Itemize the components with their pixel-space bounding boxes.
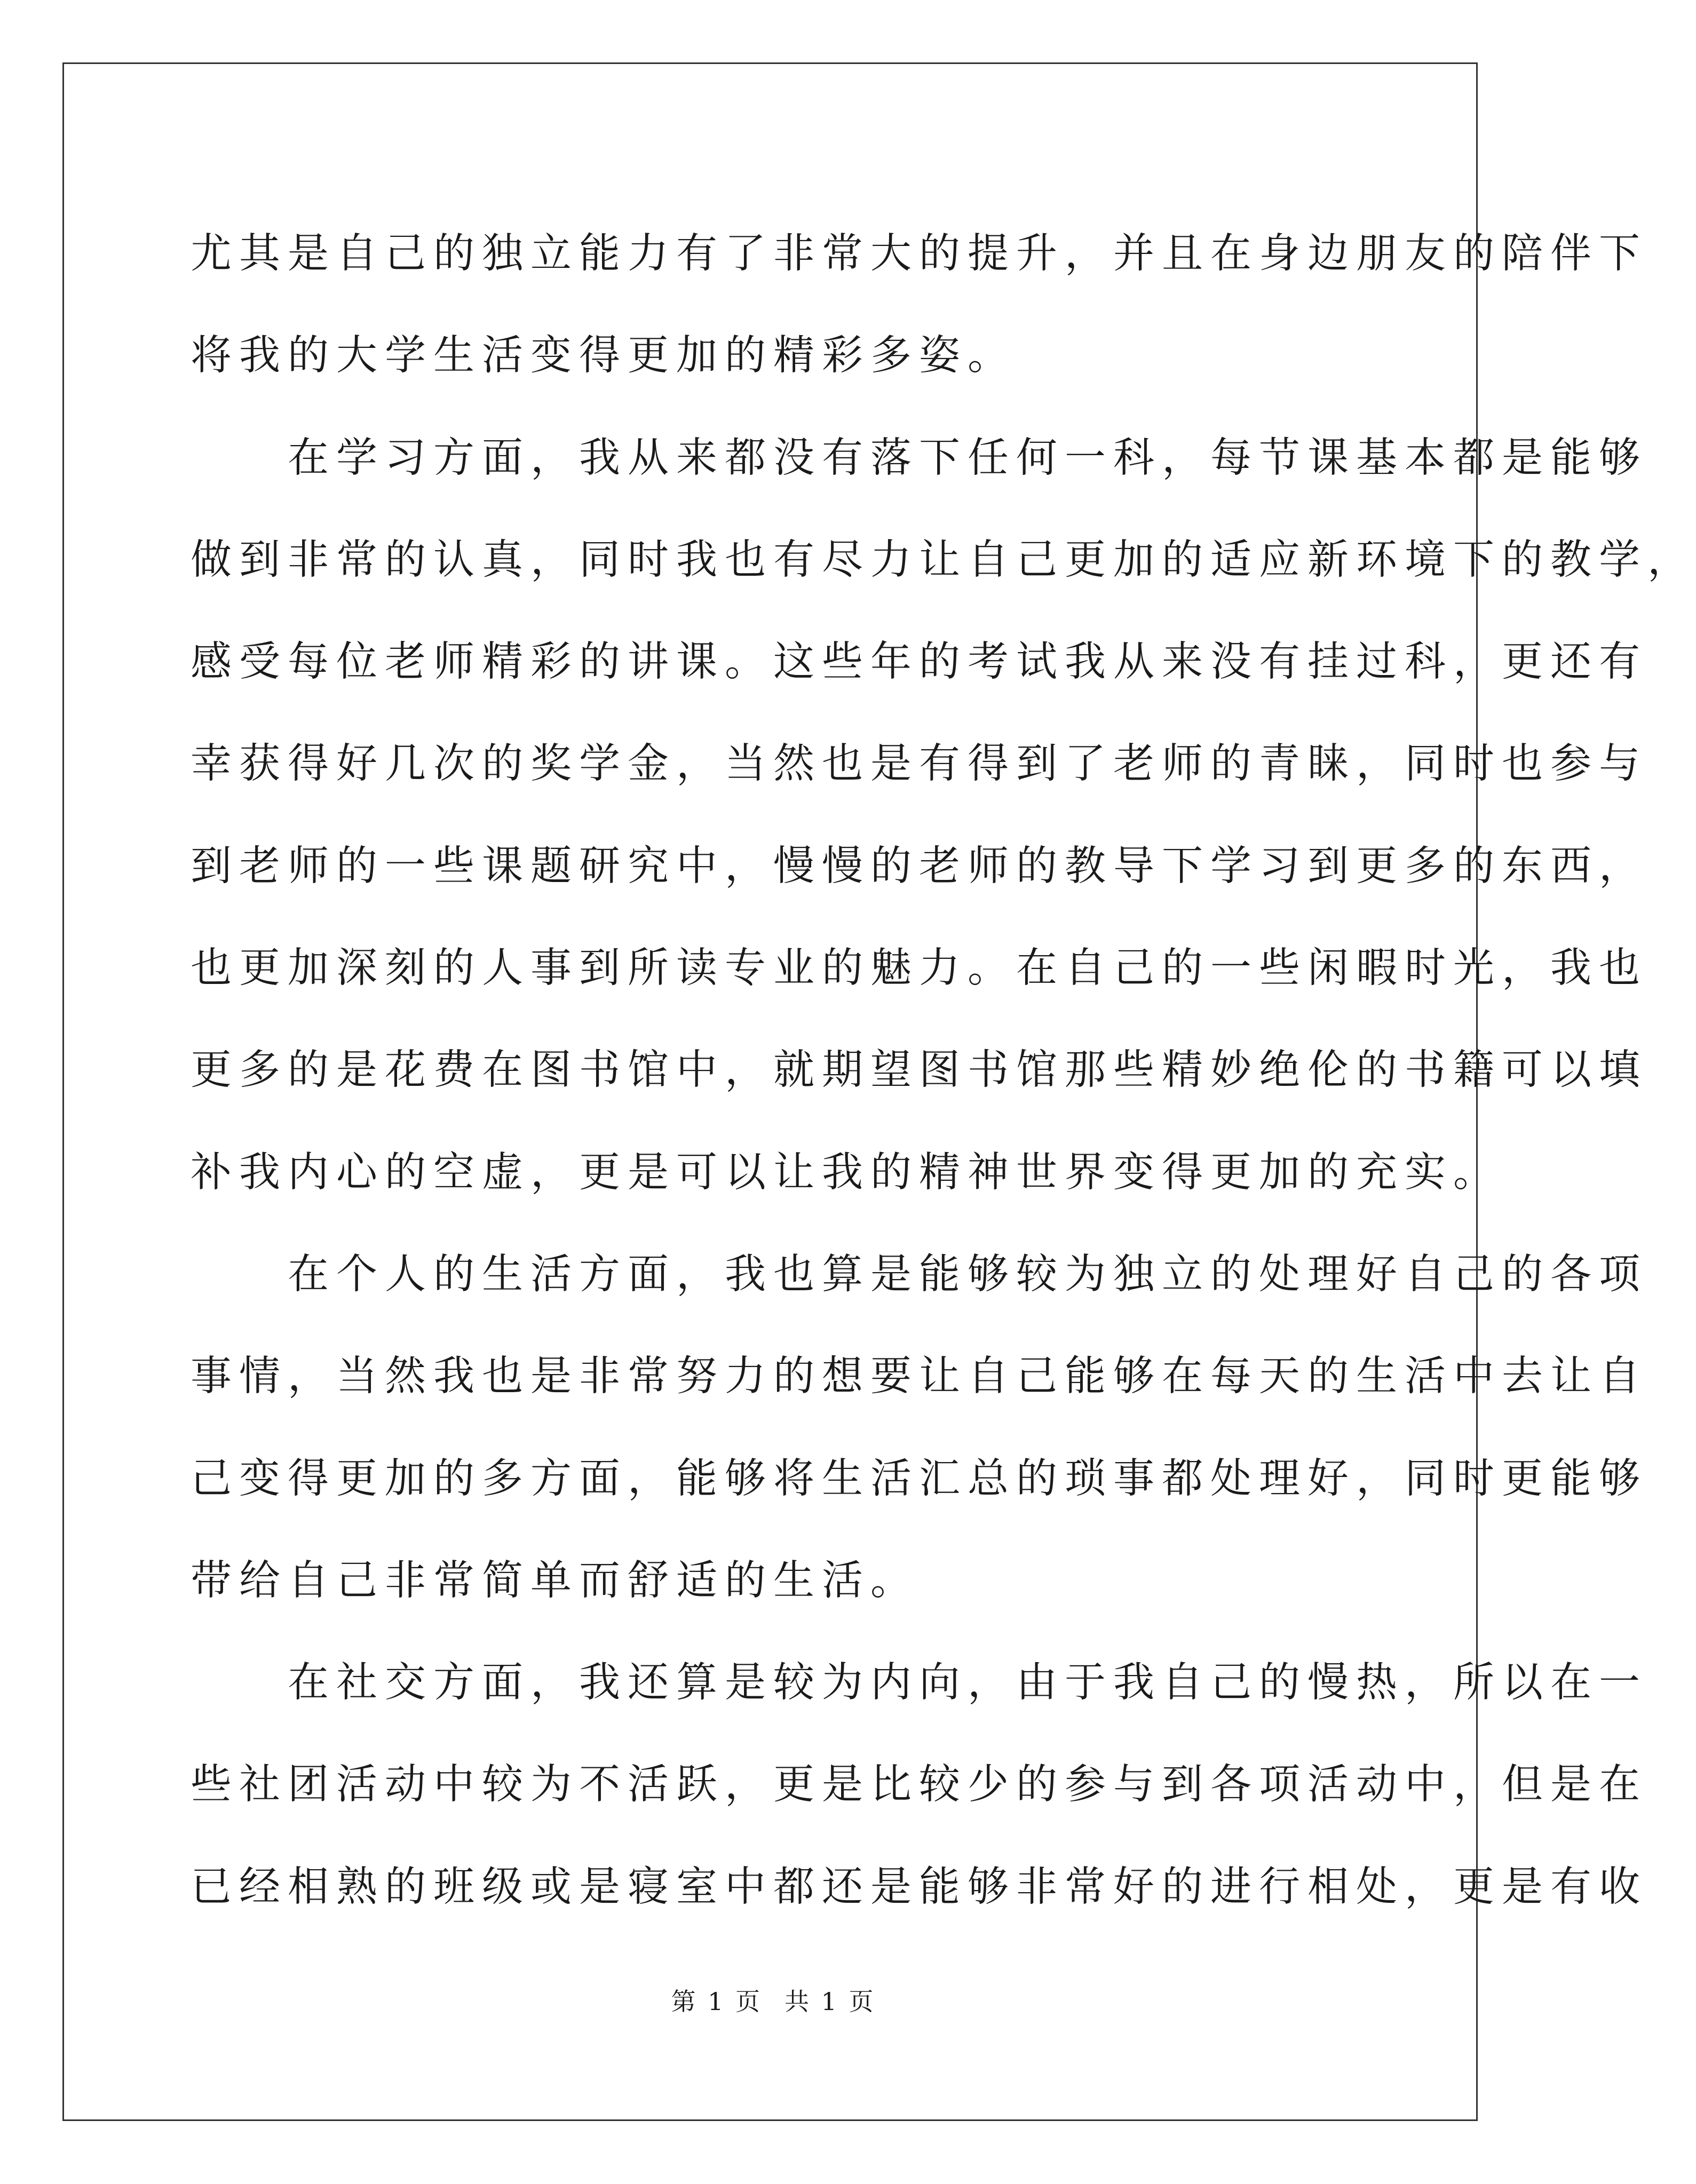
page-number-footer: 第 1 页 共 1 页 (671, 1987, 874, 2016)
text-line: 幸获得好几次的奖学金，当然也是有得到了老师的青睐，同时也参与 (191, 740, 1647, 788)
text-line: 己变得更加的多方面，能够将生活汇总的琐事都处理好，同时更能够 (191, 1455, 1647, 1503)
text-line: 已经相熟的班级或是寝室中都还是能够非常好的进行相处，更是有收 (191, 1863, 1647, 1911)
document-body (191, 203, 1696, 1938)
text-line: 些社团活动中较为不活跃，更是比较少的参与到各项活动中，但是在 (191, 1761, 1647, 1809)
text-line: 更多的是花费在图书馆中，就期望图书馆那些精妙绝伦的书籍可以填 (191, 1046, 1647, 1094)
text-line: 将我的大学生活变得更加的精彩多姿。 (191, 332, 1016, 380)
text-line: 在个人的生活方面，我也算是能够较为独立的处理好自己的各项 (191, 1250, 1647, 1298)
text-line: 感受每位老师精彩的讲课。这些年的考试我从来没有挂过科，更还有 (191, 638, 1647, 686)
text-line: 带给自己非常简单而舒适的生活。 (191, 1556, 919, 1605)
text-line: 尤其是自己的独立能力有了非常大的提升，并且在身边朋友的陪伴下 (191, 230, 1647, 277)
text-line: 在社交方面，我还算是较为内向，由于我自己的慢热，所以在一 (191, 1659, 1647, 1707)
text-line: 到老师的一些课题研究中，慢慢的老师的教导下学习到更多的东西， (191, 842, 1647, 890)
text-line: 补我内心的空虚，更是可以让我的精神世界变得更加的充实。 (191, 1148, 1502, 1196)
text-line: 也更加深刻的人事到所读专业的魅力。在自己的一些闲暇时光，我也 (191, 944, 1647, 992)
text-line: 做到非常的认真，同时我也有尽力让自己更加的适应新环境下的教学， (191, 536, 1696, 584)
text-line: 事情，当然我也是非常努力的想要让自己能够在每天的生活中去让自 (191, 1353, 1647, 1401)
text-line: 在学习方面，我从来都没有落下任何一科，每节课基本都是能够 (191, 434, 1647, 482)
